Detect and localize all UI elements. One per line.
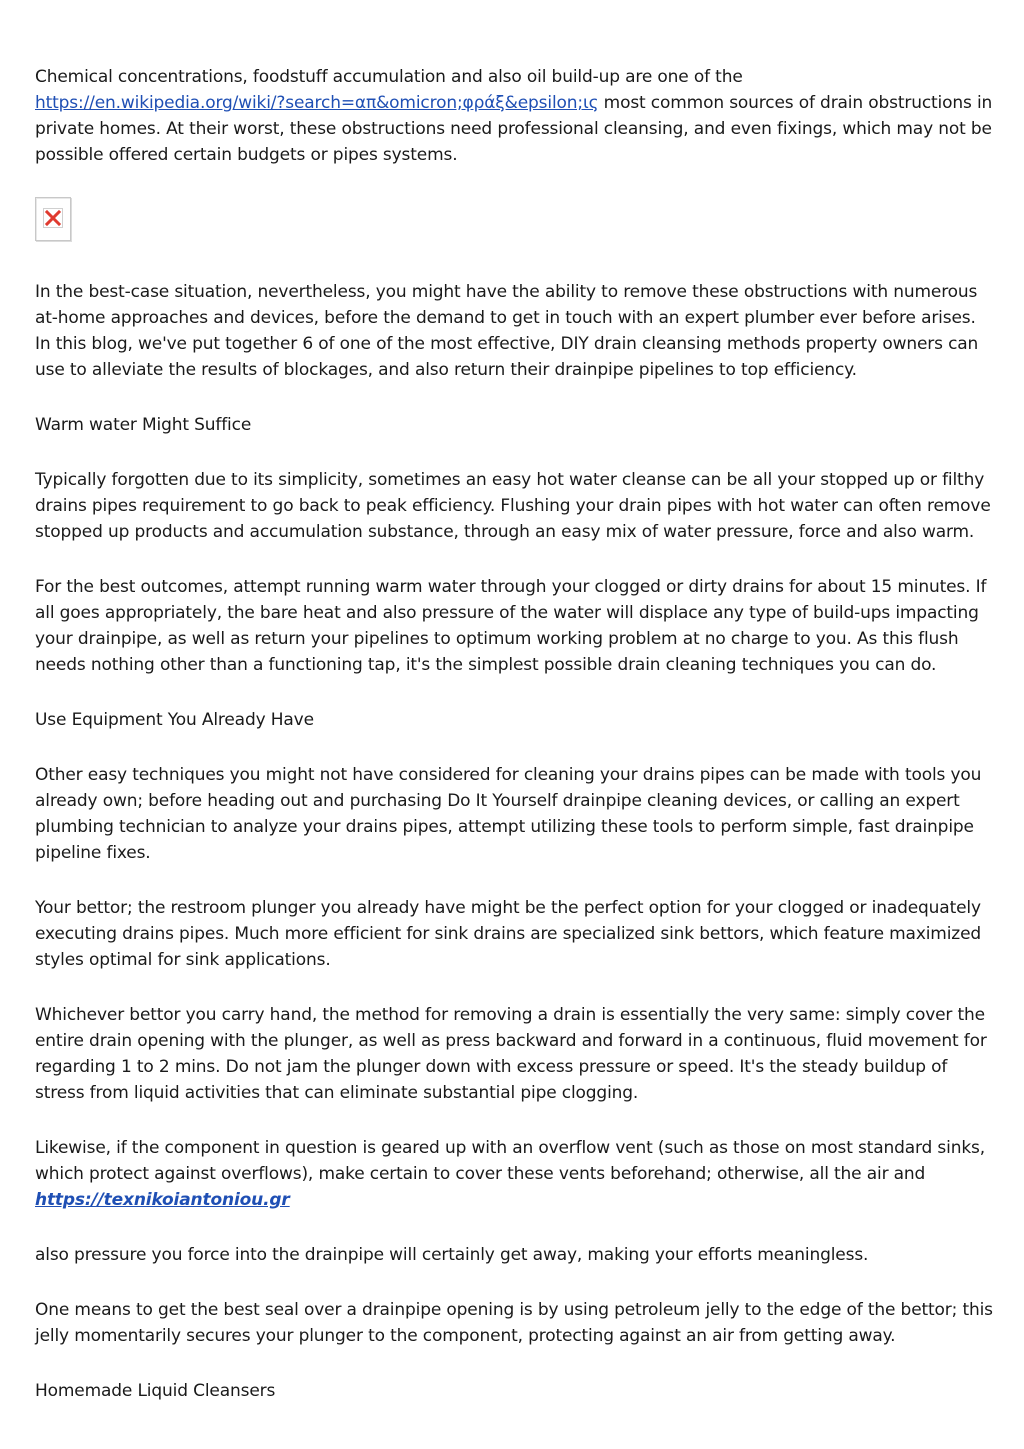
paragraph-bettor: Your bettor; the restroom plunger you already have might be the perfect option for your clogged or inadequately executing drains pipes. Much more efficient for sink drains are specialized sink bettors, which feature maximized styles optimal for sink applications. xyxy=(35,898,982,970)
paragraph-intro-text-start: Chemical concentrations, foodstuff accumulation and also oil build-up are one of the xyxy=(35,67,743,87)
paragraph-easy-techniques: Other easy techniques you might not have considered for cleaning your drains pipes can be made with tools you already own; before heading out and purchasing Do It Yourself drainpipe cleaning devices, or calling an expert plumbing technician to analyze your drains pipes, attempt utilizing these tools to perform simple, fast drainpipe pipeline fixes. xyxy=(35,765,982,863)
article-body xyxy=(35,64,993,1433)
paragraph-hot-water-cleanse: Typically forgotten due to its simplicity, sometimes an easy hot water cleanse can be all your stopped up or filthy drains pipes requirement to go back to peak efficiency. Flushing your drain pipes with hot water can often remove stopped up products and accumulation substance, through an easy mix of water pressure, force and also warm. xyxy=(35,470,991,542)
broken-image-icon xyxy=(43,208,63,228)
heading-warm-water: Warm water Might Suffice xyxy=(35,415,252,435)
wikipedia-search-link[interactable]: https://en.wikipedia.org/wiki/?search=απ&omicron;φράξ&epsilon;ις xyxy=(35,93,599,113)
paragraph-best-outcomes: For the best outcomes, attempt running warm water through your clogged or dirty drains for about 15 minutes. If all goes appropriately, the bare heat and also pressure of the water will displace any type of build-ups impacting your drainpipe, as well as return your pipelines to optimum working problem at no charge to you. As this flush needs nothing other than a functioning tap, it's the simplest possible drain cleaning techniques you can do. xyxy=(35,577,987,675)
broken-image xyxy=(35,197,71,241)
paragraph-pressure-escape: also pressure you force into the drainpipe will certainly get away, making your efforts meaningless. xyxy=(35,1245,869,1265)
heading-use-equipment: Use Equipment You Already Have xyxy=(35,710,314,730)
heading-homemade-cleansers: Homemade Liquid Cleansers xyxy=(35,1381,276,1401)
texnikoiantoniou-link[interactable]: https://texnikoiantoniou.gr xyxy=(35,1190,290,1210)
paragraph-intro xyxy=(35,64,993,168)
paragraph-best-case: In the best-case situation, nevertheless, you might have the ability to remove these obstructions with numerous at-home approaches and devices, before the demand to get in touch with an expert plumber ever before arises. In this blog, we've put together 6 of one of the most effective, DIY drain cleansing methods property owners can use to alleviate the results of blockages, and also return their drainpipe pipelines to top efficiency. xyxy=(35,282,979,380)
paragraph-whichever-bettor: Whichever bettor you carry hand, the method for removing a drain is essentially the very same: simply cover the entire drain opening with the plunger, as well as press backward and forward in a continuous, fluid movement for regarding 1 to 2 mins. Do not jam the plunger down with excess pressure or speed. It's the steady buildup of stress from liquid activities that can eliminate substantial pipe clogging. xyxy=(35,1005,987,1103)
paragraph-intro-text-end: most common sources of drain obstructions in private homes. At their worst, these obstructions need professional cleansing, and even fixings, which may not be possible offered certain budgets or pipes systems. xyxy=(35,93,993,165)
paragraph-overflow-vent xyxy=(35,1135,993,1213)
paragraph-overflow-vent-text: Likewise, if the component in question is geared up with an overflow vent (such as those on most standard sinks, which protect against overflows), make certain to cover these vents beforehand; otherwise, all the air and xyxy=(35,1138,985,1184)
paragraph-petroleum-jelly: One means to get the best seal over a drainpipe opening is by using petroleum jelly to the edge of the bettor; this jelly momentarily secures your plunger to the component, protecting against an air from getting away. xyxy=(35,1300,993,1346)
